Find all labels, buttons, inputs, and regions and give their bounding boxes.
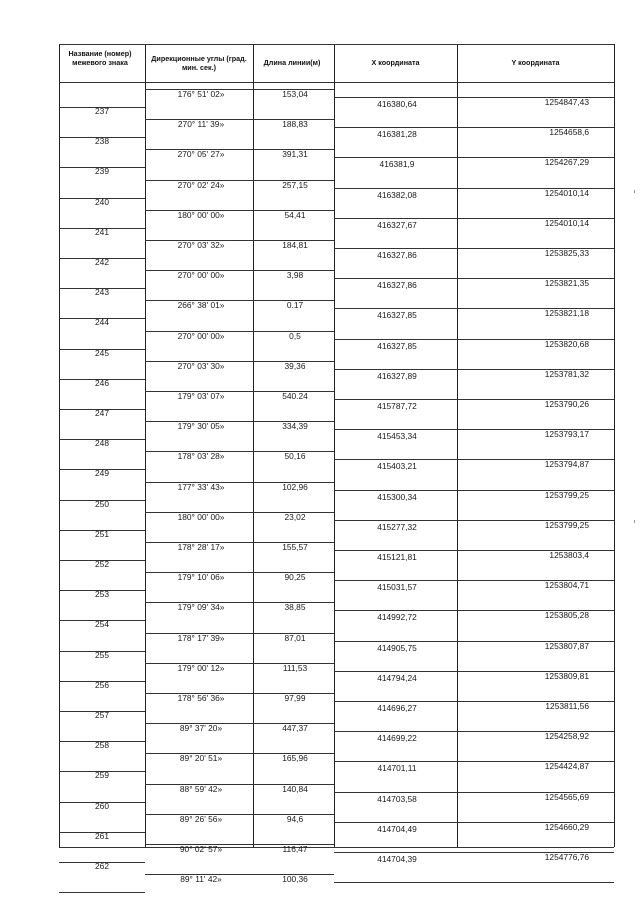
length-cell: 39,36 bbox=[284, 360, 306, 371]
x-coordinate-cell: 416380,64 bbox=[377, 99, 417, 109]
point-name-cell: 258 bbox=[95, 740, 109, 751]
angle-cell: 266° 38' 01» bbox=[177, 300, 225, 311]
length-cell: 111,53 bbox=[282, 662, 308, 673]
x-coordinate-cell: 414701,11 bbox=[377, 763, 417, 774]
angle-cell: 179° 00' 12» bbox=[177, 662, 225, 673]
x-coordinate-cell: 414704,49 bbox=[377, 823, 417, 834]
point-name-cell: 247 bbox=[95, 408, 109, 418]
length-cell: 540.24 bbox=[282, 391, 308, 401]
point-name-cell: 240 bbox=[95, 196, 109, 207]
x-coordinate-cell: 416327,86 bbox=[377, 280, 417, 291]
row-line bbox=[145, 451, 334, 452]
length-cell: 102,96 bbox=[282, 481, 308, 492]
point-name-cell: 259 bbox=[95, 770, 109, 781]
angle-cell: 270° 02' 24» bbox=[177, 179, 225, 190]
length-cell: 188,83 bbox=[282, 119, 308, 130]
point-name-cell: 249 bbox=[95, 468, 109, 479]
row-line bbox=[145, 693, 334, 694]
y-coordinate-cell: 1254565,69 bbox=[544, 791, 589, 802]
y-coordinate-cell: 1253821,18 bbox=[544, 308, 589, 319]
x-coordinate-cell: 416327,86 bbox=[377, 250, 417, 260]
length-cell: 116,47 bbox=[282, 844, 308, 854]
y-coordinate-cell: 1253807,87 bbox=[544, 640, 589, 651]
length-cell: 0,5 bbox=[289, 330, 301, 341]
row-line bbox=[145, 572, 334, 573]
angle-cell: 178° 17' 39» bbox=[177, 632, 225, 643]
y-coordinate-cell: 1254847,43 bbox=[544, 97, 589, 107]
angle-cell: 89° 37' 20» bbox=[179, 723, 223, 734]
x-coordinate-cell: 415300,34 bbox=[377, 491, 417, 502]
y-coordinate-cell: 1253793,17 bbox=[544, 429, 589, 440]
header-name: Название (номер) межевого знака bbox=[68, 49, 132, 67]
angle-cell: 178° 28' 17» bbox=[177, 542, 225, 552]
row-line bbox=[145, 270, 334, 271]
y-coordinate-cell: 1253804,71 bbox=[544, 580, 589, 591]
row-line bbox=[59, 892, 145, 893]
y-coordinate-cell: 1253781,32 bbox=[544, 368, 589, 379]
point-name-cell: 237 bbox=[95, 106, 109, 116]
header-border bbox=[59, 82, 614, 83]
y-coordinate-cell: 1253805,28 bbox=[544, 610, 589, 621]
length-cell: 0.17 bbox=[286, 300, 304, 311]
scan-mark bbox=[634, 520, 635, 523]
header-length: Длина линии(м) bbox=[263, 58, 321, 67]
point-name-cell: 256 bbox=[95, 679, 109, 690]
y-coordinate-cell: 1253794,87 bbox=[544, 459, 589, 470]
length-cell: 153,04 bbox=[282, 89, 308, 99]
column-border bbox=[334, 44, 335, 847]
header-x: X координата bbox=[371, 58, 420, 67]
angle-cell: 179° 03' 07» bbox=[177, 391, 225, 401]
length-cell: 50,16 bbox=[284, 451, 306, 462]
length-cell: 97,99 bbox=[284, 693, 306, 703]
x-coordinate-cell: 415403,21 bbox=[377, 461, 417, 472]
y-coordinate-cell: 1254267,29 bbox=[544, 157, 589, 168]
point-name-cell: 242 bbox=[95, 257, 109, 267]
row-line bbox=[145, 361, 334, 362]
table-border-bottom bbox=[59, 847, 614, 848]
y-coordinate-cell: 1253799,25 bbox=[544, 489, 589, 500]
row-line bbox=[145, 512, 334, 513]
angle-cell: 88° 59' 42» bbox=[179, 783, 223, 794]
x-coordinate-cell: 414905,75 bbox=[377, 642, 417, 653]
point-name-cell: 239 bbox=[95, 166, 109, 177]
y-coordinate-cell: 1254010,14 bbox=[544, 217, 589, 228]
length-cell: 100,36 bbox=[282, 874, 308, 885]
y-coordinate-cell: 1253803,4 bbox=[549, 550, 589, 560]
point-name-cell: 253 bbox=[95, 589, 109, 600]
y-coordinate-cell: 1254424,87 bbox=[544, 761, 589, 772]
point-name-cell: 250 bbox=[95, 498, 109, 509]
row-line bbox=[145, 814, 334, 815]
length-cell: 391,31 bbox=[282, 149, 308, 160]
x-coordinate-cell: 416382,08 bbox=[377, 189, 417, 200]
x-coordinate-cell: 414794,24 bbox=[377, 672, 417, 683]
point-name-cell: 255 bbox=[95, 649, 109, 660]
angle-cell: 89° 11' 42» bbox=[180, 874, 222, 885]
length-cell: 155,57 bbox=[282, 542, 308, 552]
length-cell: 140,84 bbox=[282, 783, 308, 794]
x-coordinate-cell: 416381,9 bbox=[379, 159, 415, 170]
angle-cell: 180° 00' 00» bbox=[177, 209, 225, 220]
x-coordinate-cell: 414696,27 bbox=[377, 703, 417, 713]
length-cell: 447,37 bbox=[282, 723, 308, 734]
x-coordinate-cell: 415453,34 bbox=[377, 431, 417, 442]
x-coordinate-cell: 415787,72 bbox=[377, 401, 417, 411]
row-line bbox=[145, 633, 334, 634]
y-coordinate-cell: 1254010,14 bbox=[544, 187, 589, 198]
header-angle: Дирекционные углы (град. мин. сек.) bbox=[151, 54, 247, 72]
y-coordinate-cell: 1253790,26 bbox=[544, 399, 589, 409]
x-coordinate-cell: 414992,72 bbox=[377, 612, 417, 623]
column-border bbox=[614, 44, 615, 847]
length-cell: 94,6 bbox=[286, 813, 304, 824]
angle-cell: 270° 03' 32» bbox=[177, 240, 225, 250]
x-coordinate-cell: 416381,28 bbox=[377, 129, 417, 140]
y-coordinate-cell: 1253799,25 bbox=[544, 519, 589, 530]
angle-cell: 179° 10' 06» bbox=[177, 572, 225, 583]
x-coordinate-cell: 416327,89 bbox=[377, 370, 417, 381]
point-name-cell: 238 bbox=[95, 136, 109, 147]
angle-cell: 270° 11' 39» bbox=[177, 119, 225, 130]
angle-cell: 270° 03' 30» bbox=[177, 360, 225, 371]
row-line bbox=[334, 882, 614, 883]
y-coordinate-cell: 1254258,92 bbox=[544, 731, 589, 742]
column-border bbox=[145, 44, 146, 847]
table-border-top bbox=[59, 44, 614, 45]
x-coordinate-cell: 416327,85 bbox=[377, 310, 417, 321]
row-line bbox=[145, 331, 334, 332]
angle-cell: 89° 26' 56» bbox=[179, 813, 223, 824]
length-cell: 23,02 bbox=[284, 511, 306, 522]
column-border bbox=[253, 44, 254, 847]
x-coordinate-cell: 415031,57 bbox=[377, 582, 417, 593]
y-coordinate-cell: 1254658,6 bbox=[549, 127, 589, 138]
y-coordinate-cell: 1253821,35 bbox=[544, 278, 589, 289]
row-line bbox=[145, 210, 334, 211]
point-name-cell: 243 bbox=[95, 287, 109, 298]
y-coordinate-cell: 1253820,68 bbox=[544, 338, 589, 349]
angle-cell: 89° 20' 51» bbox=[179, 753, 223, 764]
point-name-cell: 254 bbox=[95, 619, 109, 630]
angle-cell: 180° 00' 00» bbox=[177, 511, 225, 522]
length-cell: 3,98 bbox=[286, 270, 304, 281]
row-line bbox=[145, 300, 334, 301]
length-cell: 257,15 bbox=[282, 179, 308, 190]
angle-cell: 177° 33' 43» bbox=[177, 481, 225, 492]
length-cell: 334,39 bbox=[282, 421, 308, 432]
length-cell: 54,41 bbox=[284, 209, 306, 220]
angle-cell: 270° 05' 27» bbox=[177, 149, 225, 160]
header-y: Y координата bbox=[511, 58, 560, 67]
point-name-cell: 262 bbox=[95, 861, 109, 871]
point-name-cell: 251 bbox=[95, 528, 109, 539]
x-coordinate-cell: 414703,58 bbox=[377, 793, 417, 804]
y-coordinate-cell: 1254660,29 bbox=[544, 821, 589, 832]
angle-cell: 270° 00' 00» bbox=[177, 270, 225, 281]
point-name-cell: 248 bbox=[95, 438, 109, 449]
length-cell: 38,85 bbox=[284, 602, 306, 613]
y-coordinate-cell: 1253809,81 bbox=[544, 670, 589, 681]
point-name-cell: 257 bbox=[95, 710, 109, 720]
point-name-cell: 252 bbox=[95, 559, 109, 569]
length-cell: 165,96 bbox=[282, 753, 308, 764]
angle-cell: 179° 09' 34» bbox=[177, 602, 225, 613]
angle-cell: 178° 56' 36» bbox=[177, 693, 225, 703]
point-name-cell: 261 bbox=[95, 830, 109, 841]
length-cell: 90,25 bbox=[284, 572, 306, 583]
angle-cell: 176° 51' 02» bbox=[177, 89, 225, 99]
x-coordinate-cell: 414699,22 bbox=[377, 733, 417, 744]
x-coordinate-cell: 416327,67 bbox=[377, 219, 417, 230]
y-coordinate-cell: 1253811,56 bbox=[545, 701, 589, 711]
point-name-cell: 241 bbox=[95, 226, 109, 237]
y-coordinate-cell: 1253825,33 bbox=[544, 248, 589, 258]
x-coordinate-cell: 415277,32 bbox=[377, 521, 417, 532]
coordinates-table bbox=[59, 44, 614, 885]
x-coordinate-cell: 414704,39 bbox=[377, 854, 417, 864]
angle-cell: 179° 30' 05» bbox=[177, 421, 225, 432]
angle-cell: 270° 00' 00» bbox=[177, 330, 225, 341]
point-name-cell: 246 bbox=[95, 377, 109, 388]
x-coordinate-cell: 415121,81 bbox=[377, 552, 417, 562]
y-coordinate-cell: 1254776,76 bbox=[544, 852, 589, 862]
scan-mark bbox=[634, 190, 635, 193]
row-line bbox=[145, 602, 334, 603]
point-name-cell: 245 bbox=[95, 347, 109, 358]
column-border bbox=[457, 44, 458, 847]
length-cell: 184,81 bbox=[282, 240, 308, 250]
angle-cell: 90° 02' 57» bbox=[179, 844, 223, 854]
point-name-cell: 244 bbox=[95, 317, 109, 328]
x-coordinate-cell: 416327,85 bbox=[377, 340, 417, 351]
column-border bbox=[59, 44, 60, 847]
point-name-cell: 260 bbox=[95, 800, 109, 811]
angle-cell: 178° 03' 28» bbox=[177, 451, 225, 462]
length-cell: 87,01 bbox=[284, 632, 306, 643]
